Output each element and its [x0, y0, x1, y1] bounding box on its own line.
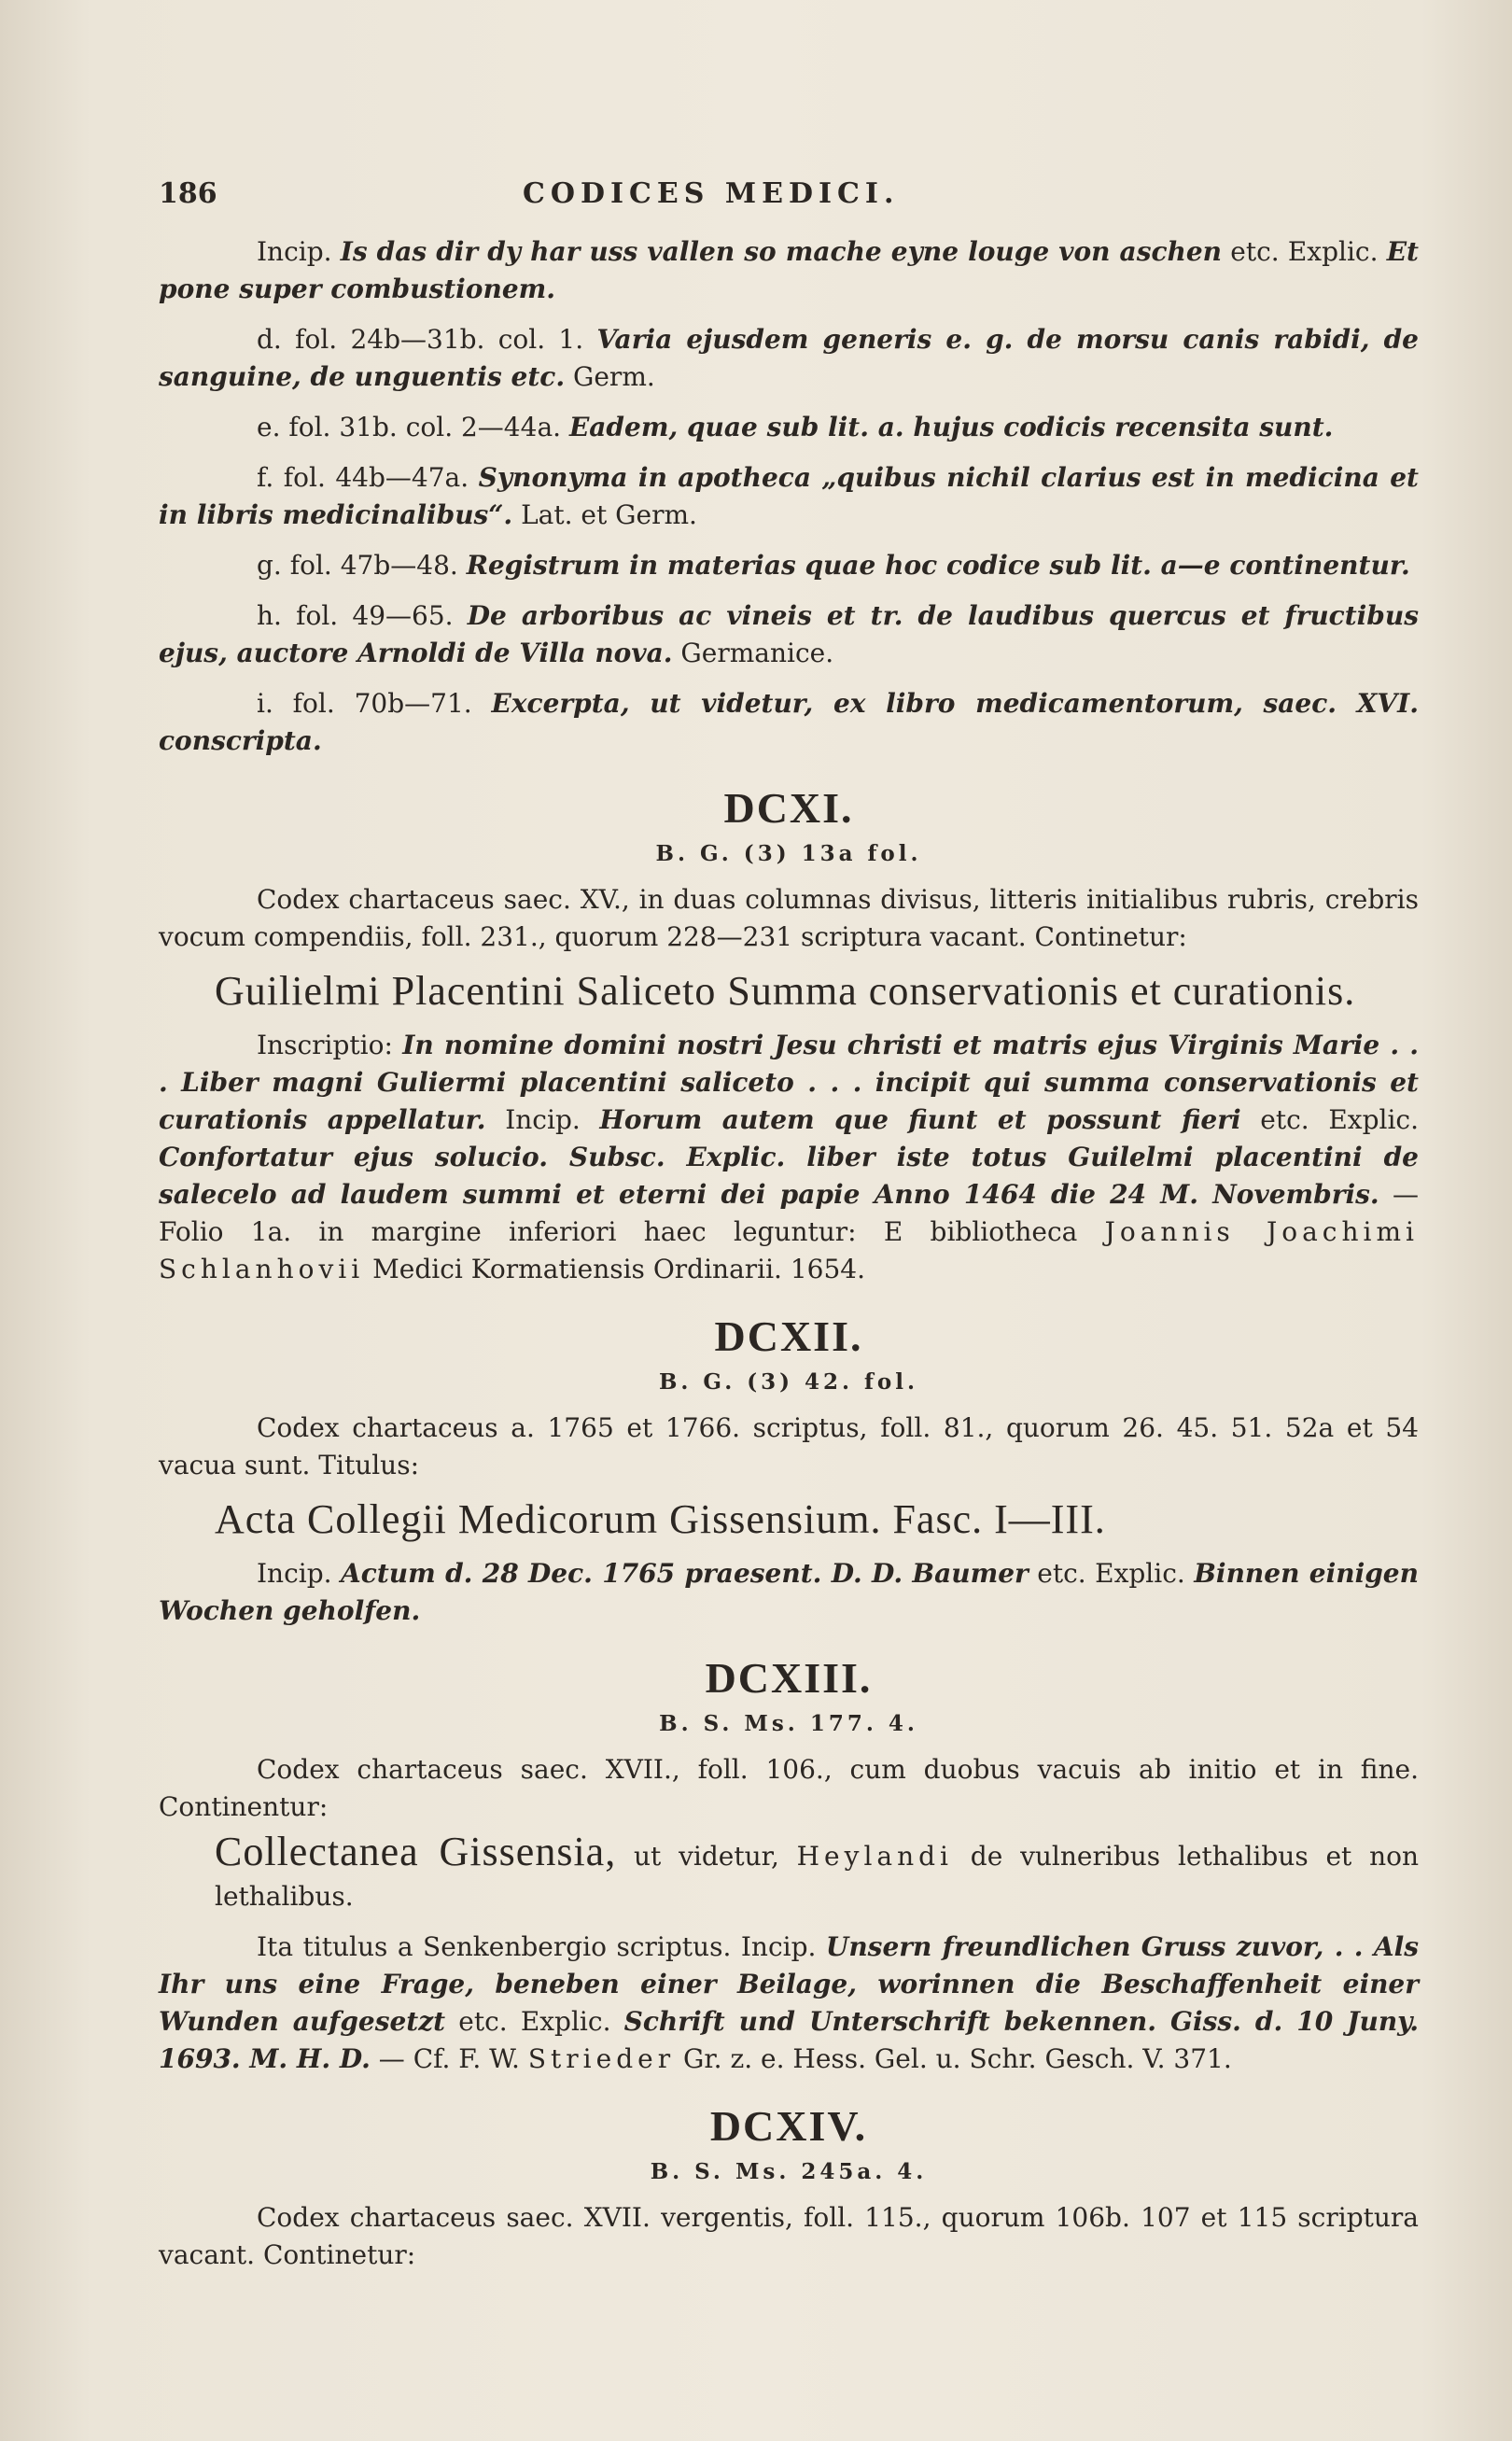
description-dcxiii: Codex chartaceus saec. XVII., foll. 106., cum duobus vacuis ab initio et in fine. Continentur: — [159, 1754, 1419, 1822]
shelfmark-dcxiii: B. S. Ms. 177. 4. — [659, 1711, 918, 1736]
entry-d: d. fol. 24b—31b. col. 1. Varia ejusdem generis e. g. de morsu canis rabidi, de sanguine, de unguentis etc. Germ. — [159, 324, 1419, 392]
entry-incipit: Incip. Is das dir dy har uss vallen so mache eyne louge von aschen etc. Explic. Et pone super combustionem. — [159, 236, 1419, 304]
section-number-dcxi: DCXI. — [723, 784, 854, 832]
work-title-dcxiii: Collectanea Gissensia, — [215, 1829, 617, 1874]
shelfmark-dcxi: B. G. (3) 13a fol. — [655, 841, 922, 866]
text-column — [159, 177, 1419, 2274]
entry-e: e. fol. 31b. col. 2—44a. Eadem, quae sub lit. a. hujus codicis recensita sunt. — [257, 412, 1334, 442]
description-dcxi: Codex chartaceus saec. XV., in duas columnas divisus, litteris initialibus rubris, crebris vocum compendiis, foll. 231., quorum 228—231 scriptura vacant. Continetur: — [159, 884, 1419, 952]
entry-g: g. fol. 47b—48. Registrum in materias quae hoc codice sub lit. a—e continentur. — [257, 550, 1410, 581]
description-dcxii: Codex chartaceus a. 1765 et 1766. scriptus, foll. 81., quorum 26. 45. 51. 52a et 54 vacua sunt. Titulus: — [159, 1412, 1419, 1480]
details-dcxi: Inscriptio: In nomine domini nostri Jesu christi et matris ejus Virginis Marie . . . Liber magni Guliermi placentini saliceto . . . incipit qui summa conservationis et curationis appellatur. Incip. Horum autem que fiunt et possunt fieri etc. Explic. Confortatur ejus solucio. Subsc. Explic. liber iste totus Guilelmi placentini de salecelo ad laudem summi et eterni dei papie Anno 1464 die 24 M. Novembris. — Folio 1a. in margine inferiori haec leguntur: E bibliotheca Joannis Joachimi Schlanhovii Medici Kormatiensis Ordinarii. 1654. — [159, 1030, 1419, 1284]
section-number-dcxiii: DCXIII. — [705, 1654, 873, 1702]
shelfmark-dcxiv: B. S. Ms. 245a. 4. — [650, 2159, 928, 2184]
details-dcxiii: Ita titulus a Senkenbergio scriptus. Incip. Unsern freundlichen Gruss zuvor, . . Als Ihr uns eine Frage, beneben einer Beilage, worinnen die Beschaffenheit einer Wunden aufgesetzt etc. Explic. Schrift und Unterschrift bekennen. Giss. d. 10 Juny. 1693. M. H. D. — Cf. F. W. Strieder Gr. z. e. Hess. Gel. u. Schr. Gesch. V. 371. — [159, 1931, 1419, 2074]
entry-f: f. fol. 44b—47a. Synonyma in apotheca „quibus nichil clarius est in medicina et in libris medicinalibus“. Lat. et Germ. — [159, 462, 1419, 530]
section-number-dcxii: DCXII. — [714, 1312, 863, 1360]
page-header — [159, 177, 1419, 233]
section-number-dcxiv: DCXIV. — [709, 2102, 868, 2150]
running-title: CODICES MEDICI. — [523, 177, 900, 210]
details-dcxii: Incip. Actum d. 28 Dec. 1765 praesent. D. D. Baumer etc. Explic. Binnen einigen Wochen geholfen. — [159, 1558, 1419, 1626]
work-title-line-dcxiii: Collectanea Gissensia, ut videtur, Heylandi de vulneribus lethalibus et non lethalibus. — [215, 1829, 1420, 1912]
entry-i: i. fol. 70b—71. Excerpta, ut videtur, ex libro medicamentorum, saec. XVI. conscripta. — [159, 688, 1419, 756]
page-number: 186 — [159, 177, 217, 210]
shelfmark-dcxii: B. G. (3) 42. fol. — [658, 1369, 919, 1395]
description-dcxiv: Codex chartaceus saec. XVII. vergentis, foll. 115., quorum 106b. 107 et 115 scriptura vacant. Continetur: — [159, 2202, 1419, 2270]
work-title-dcxii: Acta Collegii Medicorum Gissensium. Fasc. I—III. — [215, 1496, 1106, 1542]
work-title-dcxi: Guilielmi Placentini Saliceto Summa conservationis et curationis. — [215, 968, 1356, 1014]
entry-h: h. fol. 49—65. De arboribus ac vineis et tr. de laudibus quercus et fructibus ejus, auctore Arnoldi de Villa nova. Germanice. — [159, 600, 1420, 668]
